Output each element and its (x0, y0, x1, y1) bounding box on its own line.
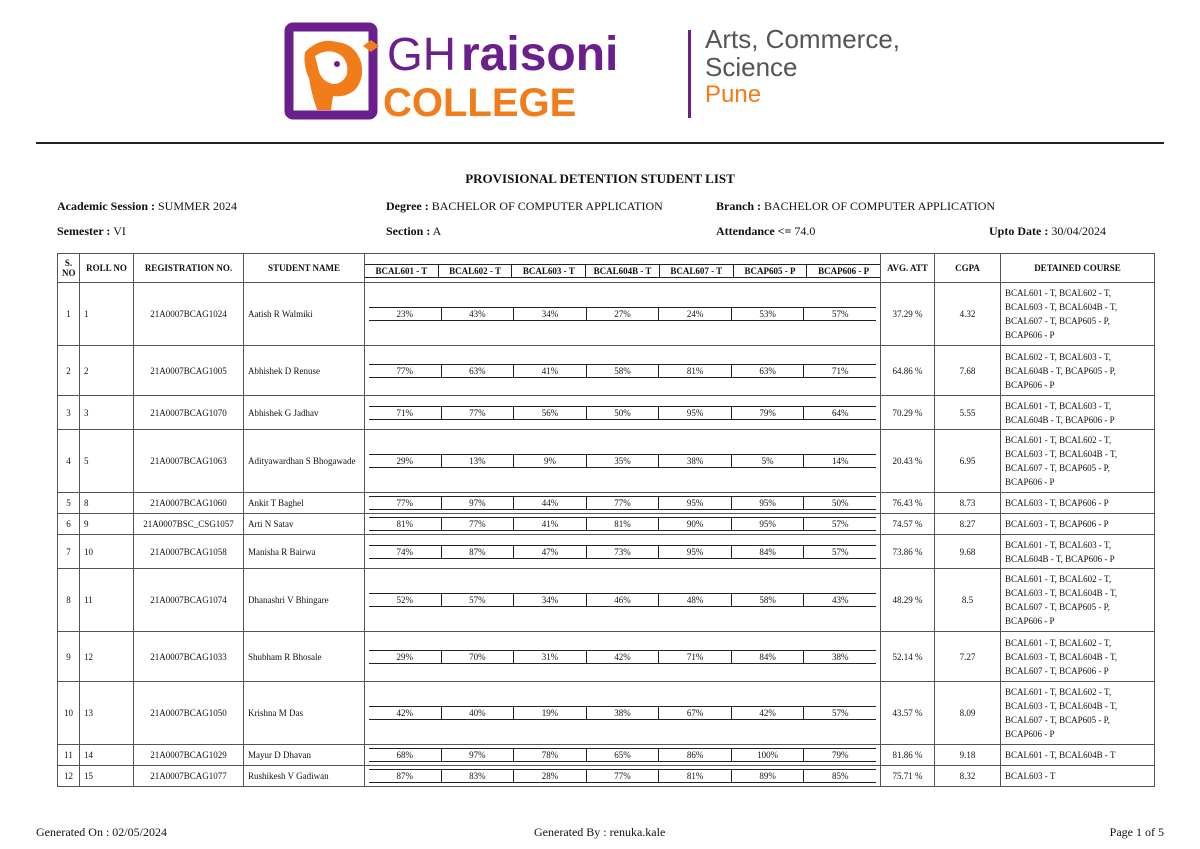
cell-registration-no: 21A0007BCAG1024 (134, 283, 244, 346)
cell-student-name: Krishna M Das (244, 682, 365, 745)
cell-attendance (365, 283, 881, 346)
cell-sno: 11 (58, 745, 80, 766)
detained-course-line: BCAL603 - T, BCAP606 - P (1005, 498, 1109, 508)
cell-registration-no: 21A0007BCAG1060 (134, 493, 244, 514)
cell-registration-no: 21A0007BCAG1058 (134, 535, 244, 569)
attendance-percent: 29% (396, 456, 414, 466)
detained-course-line: BCAL603 - T, BCAP606 - P (1005, 519, 1109, 529)
attendance-values (369, 364, 876, 378)
logo-college: COLLEGE (383, 81, 577, 125)
cell-attendance (365, 514, 881, 535)
attendance-percent: 81% (658, 365, 731, 377)
branch: Branch : BACHELOR OF COMPUTER APPLICATION (716, 199, 996, 213)
attendance-percent: 81% (658, 770, 731, 782)
cell-attendance (365, 493, 881, 514)
attendance-percent: 23% (396, 309, 414, 319)
table-row (58, 430, 1155, 493)
section-value: A (432, 224, 442, 238)
attendance-values (369, 650, 876, 664)
attendance-percent: 68% (396, 750, 414, 760)
attendance-percent: 86% (658, 749, 731, 761)
cell-student-name: Abhishek G Jadhav (244, 396, 365, 430)
cell-cgpa: 6.95 (935, 430, 1001, 493)
detained-course-line: BCAL601 - T, BCAL602 - T, (1005, 637, 1112, 648)
attendance-percent: 46% (586, 594, 659, 606)
detained-course-line: BCAL601 - T, BCAL602 - T, (1005, 687, 1112, 697)
cell-sno: 7 (58, 535, 80, 569)
attendance-percent: 43% (803, 594, 876, 606)
attendance-percent: 35% (586, 455, 659, 467)
cell-registration-no: 21A0007BCAG1050 (134, 682, 244, 745)
attendance-percent: 42% (586, 651, 659, 663)
cell-cgpa: 9.68 (935, 535, 1001, 569)
section: Section : A (386, 224, 442, 238)
attendance-percent: 38% (658, 455, 731, 467)
branch-value: BACHELOR OF COMPUTER APPLICATION (764, 199, 996, 213)
logo-raisoni: raisoni (461, 28, 619, 81)
attendance-percent: 27% (586, 308, 659, 320)
detained-course-line: BCAL602 - T, BCAL603 - T, (1005, 351, 1112, 362)
attendance-threshold: Attendance <= 74.0 (716, 224, 816, 238)
logo-streams-line2: Science (705, 52, 798, 82)
cell-cgpa: 7.27 (935, 632, 1001, 682)
cell-attendance (365, 682, 881, 745)
cell-roll-no: 5 (80, 430, 134, 493)
col-header-roll: ROLL NO (80, 254, 134, 283)
cell-detained-course (1001, 493, 1155, 514)
attendance-percent: 84% (731, 651, 804, 663)
attendance-percent: 77% (396, 365, 414, 376)
cell-student-name: Shubham R Bhosale (244, 632, 365, 682)
col-header-cgpa: CGPA (935, 254, 1001, 283)
attendance-percent: 74% (396, 546, 414, 557)
attendance-values (369, 406, 876, 420)
degree: Degree : BACHELOR OF COMPUTER APPLICATION (386, 199, 663, 213)
cell-detained-course (1001, 283, 1155, 346)
cell-roll-no: 11 (80, 569, 134, 632)
table-row (58, 569, 1155, 632)
detained-course-line: BCAL601 - T, BCAL604B - T (1005, 750, 1116, 760)
lion-emblem-icon (289, 27, 379, 115)
detained-course-line: BCAL604B - T, BCAP605 - P, (1005, 365, 1116, 376)
attendance-percent: 77% (586, 497, 659, 509)
cell-cgpa: 7.68 (935, 346, 1001, 396)
attendance-percent: 95% (658, 546, 731, 558)
cell-detained-course (1001, 514, 1155, 535)
attendance-percent: 47% (513, 546, 586, 558)
attendance-values (369, 769, 876, 783)
cell-avg-att: 81.86 % (881, 745, 935, 766)
cell-student-name: Arti N Satav (244, 514, 365, 535)
col-header-courses (365, 254, 881, 283)
attendance-percent: 71% (803, 365, 876, 377)
attendance-percent: 57% (441, 594, 514, 606)
attendance-percent: 83% (441, 770, 514, 782)
table-row (58, 745, 1155, 766)
attendance-percent: 78% (513, 749, 586, 761)
attendance-percent: 63% (441, 365, 514, 377)
cell-registration-no: 21A0007BCAG1077 (134, 766, 244, 787)
attendance-percent: 87% (396, 771, 414, 781)
upto-date: Upto Date : 30/04/2024 (989, 224, 1106, 238)
attendance-percent: 24% (658, 308, 731, 320)
detained-course-line: BCAL607 - T, BCAP605 - P, (1005, 463, 1110, 473)
cell-avg-att: 52.14 % (881, 632, 935, 682)
cell-sno: 4 (58, 430, 80, 493)
cell-roll-no: 10 (80, 535, 134, 569)
cell-student-name: Ankit T Baghel (244, 493, 365, 514)
course-header: BCAL602 - T (438, 265, 512, 277)
cell-sno: 8 (58, 569, 80, 632)
cell-roll-no: 3 (80, 396, 134, 430)
logo-city: Pune (705, 81, 762, 108)
attendance-percent: 97% (441, 749, 514, 761)
attendance-percent: 58% (586, 365, 659, 377)
attendance-percent: 81% (586, 518, 659, 530)
attendance-percent: 42% (396, 708, 414, 718)
course-header: BCAL604B - T (585, 265, 659, 277)
attendance-percent: 81% (396, 519, 414, 529)
course-header: BCAP605 - P (733, 265, 807, 277)
attendance-percent: 38% (803, 651, 876, 663)
course-header: BCAL601 - T (375, 266, 428, 276)
attendance-percent: 41% (513, 365, 586, 377)
course-header: BCAL607 - T (659, 265, 733, 277)
logo-streams-line1: Arts, Commerce, (705, 24, 901, 54)
detained-course-line: BCAL601 - T, BCAL602 - T, (1005, 574, 1112, 584)
cell-registration-no: 21A0007BCAG1070 (134, 396, 244, 430)
attendance-percent: 34% (513, 308, 586, 320)
attendance-percent: 43% (441, 308, 514, 320)
cell-avg-att: 74.57 % (881, 514, 935, 535)
table-row (58, 682, 1155, 745)
cell-sno: 6 (58, 514, 80, 535)
col-header-detained-course: DETAINED COURSE (1001, 254, 1155, 283)
detained-course-line: BCAL607 - T, BCAP606 - P (1005, 665, 1109, 676)
header-divider (36, 142, 1164, 144)
upto-date-value: 30/04/2024 (1051, 224, 1106, 238)
cell-registration-no: 21A0007BSC_CSG1057 (134, 514, 244, 535)
cell-avg-att: 76.43 % (881, 493, 935, 514)
attendance-percent: 48% (658, 594, 731, 606)
attendance-percent: 63% (731, 365, 804, 377)
course-header: BCAP606 - P (806, 265, 880, 277)
cell-attendance (365, 632, 881, 682)
cell-avg-att: 64.86 % (881, 346, 935, 396)
attendance-percent: 57% (803, 518, 876, 530)
attendance-percent: 85% (803, 770, 876, 782)
cell-detained-course (1001, 745, 1155, 766)
cell-student-name: Abhishek D Renuse (244, 346, 365, 396)
attendance-percent: 29% (396, 651, 414, 662)
table-row (58, 766, 1155, 787)
cell-detained-course (1001, 632, 1155, 682)
col-header-avg-att: AVG. ATT (881, 254, 935, 283)
attendance-percent: 19% (513, 707, 586, 719)
cell-cgpa: 9.18 (935, 745, 1001, 766)
attendance-percent: 57% (803, 546, 876, 558)
detained-course-line: BCAL601 - T, BCAL603 - T, (1005, 400, 1112, 411)
table-row (58, 514, 1155, 535)
attendance-percent: 87% (441, 546, 514, 558)
attendance-percent: 34% (513, 594, 586, 606)
detained-course-line: BCAL604B - T, BCAP606 - P (1005, 414, 1115, 425)
cell-attendance (365, 745, 881, 766)
detained-course-line: BCAL603 - T, BCAL604B - T, (1005, 651, 1118, 662)
cell-cgpa: 8.27 (935, 514, 1001, 535)
attendance-percent: 90% (658, 518, 731, 530)
degree-value: BACHELOR OF COMPUTER APPLICATION (431, 199, 663, 213)
attendance-percent: 95% (658, 407, 731, 419)
cell-sno: 2 (58, 346, 80, 396)
attendance-percent: 9% (513, 455, 586, 467)
attendance-percent: 50% (586, 407, 659, 419)
attendance-percent: 84% (731, 546, 804, 558)
detained-course-line: BCAL604B - T, BCAP606 - P (1005, 553, 1115, 564)
cell-detained-course (1001, 569, 1155, 632)
attendance-percent: 57% (803, 707, 876, 719)
attendance-percent: 13% (441, 455, 514, 467)
cell-attendance (365, 569, 881, 632)
detained-course-line: BCAP606 - P (1005, 729, 1055, 739)
attendance-percent: 28% (513, 770, 586, 782)
attendance-values (369, 307, 876, 321)
attendance-percent: 67% (658, 707, 731, 719)
cell-roll-no: 1 (80, 283, 134, 346)
attendance-percent: 57% (803, 308, 876, 320)
attendance-values (369, 496, 876, 510)
cell-avg-att: 37.29 % (881, 283, 935, 346)
attendance-percent: 5% (731, 455, 804, 467)
cell-student-name: Manisha R Bairwa (244, 535, 365, 569)
cell-roll-no: 15 (80, 766, 134, 787)
cell-sno: 5 (58, 493, 80, 514)
attendance-values (369, 706, 876, 720)
detention-table (57, 253, 1155, 787)
cell-attendance (365, 346, 881, 396)
cell-detained-course (1001, 682, 1155, 745)
detained-course-line: BCAP606 - P (1005, 379, 1055, 390)
table-row (58, 283, 1155, 346)
cell-cgpa: 8.5 (935, 569, 1001, 632)
detained-course-line: BCAL607 - T, BCAP605 - P, (1005, 715, 1110, 725)
cell-avg-att: 75.71 % (881, 766, 935, 787)
attendance-values (369, 545, 876, 559)
attendance-percent: 14% (803, 455, 876, 467)
attendance-percent: 95% (731, 518, 804, 530)
cell-registration-no: 21A0007BCAG1063 (134, 430, 244, 493)
cell-roll-no: 8 (80, 493, 134, 514)
col-header-sno: S. NO (58, 254, 80, 283)
attendance-percent: 64% (803, 407, 876, 419)
logo-gh: GH (387, 28, 456, 80)
detained-course-line: BCAL603 - T, BCAL604B - T, (1005, 701, 1118, 711)
cell-roll-no: 9 (80, 514, 134, 535)
attendance-percent: 79% (803, 749, 876, 761)
college-logo-graphic (275, 12, 925, 130)
cell-student-name: Aatish R Walmiki (244, 283, 365, 346)
col-header-student-name: STUDENT NAME (244, 254, 365, 283)
attendance-percent: 41% (513, 518, 586, 530)
attendance-percent: 77% (396, 498, 414, 508)
attendance-percent: 65% (586, 749, 659, 761)
attendance-percent: 53% (731, 308, 804, 320)
cell-attendance (365, 766, 881, 787)
cell-student-name: Dhanashri V Bhingare (244, 569, 365, 632)
attendance-percent: 38% (586, 707, 659, 719)
cell-student-name: Adityawardhan S Bhogawade (244, 430, 365, 493)
table-row (58, 346, 1155, 396)
cell-sno: 10 (58, 682, 80, 745)
cell-sno: 12 (58, 766, 80, 787)
attendance-percent: 71% (658, 651, 731, 663)
cell-registration-no: 21A0007BCAG1074 (134, 569, 244, 632)
attendance-percent: 58% (731, 594, 804, 606)
page-number: Page 1 of 5 (1109, 825, 1164, 839)
cell-registration-no: 21A0007BCAG1033 (134, 632, 244, 682)
college-logo (275, 12, 925, 130)
attendance-values (369, 748, 876, 762)
generated-by: Generated By : renuka.kale (534, 825, 666, 839)
detained-course-line: BCAP606 - P (1005, 616, 1055, 626)
cell-sno: 3 (58, 396, 80, 430)
detained-course-line: BCAL603 - T, BCAL604B - T, (1005, 588, 1118, 598)
cell-roll-no: 12 (80, 632, 134, 682)
cell-sno: 9 (58, 632, 80, 682)
cell-avg-att: 73.86 % (881, 535, 935, 569)
attendance-values (369, 593, 876, 607)
attendance-percent: 95% (658, 497, 731, 509)
cell-student-name: Mayur D Dhavan (244, 745, 365, 766)
attendance-percent: 40% (441, 707, 514, 719)
attendance-percent: 56% (513, 407, 586, 419)
semester-value: VI (113, 224, 126, 238)
table-row (58, 632, 1155, 682)
table-row (58, 493, 1155, 514)
academic-session-value: SUMMER 2024 (158, 199, 238, 213)
cell-cgpa: 8.73 (935, 493, 1001, 514)
attendance-percent: 77% (586, 770, 659, 782)
cell-attendance (365, 535, 881, 569)
cell-detained-course (1001, 346, 1155, 396)
detained-course-line: BCAL601 - T, BCAL603 - T, (1005, 539, 1112, 550)
attendance-percent: 70% (441, 651, 514, 663)
col-header-registration: REGISTRATION NO. (134, 254, 244, 283)
cell-cgpa: 5.55 (935, 396, 1001, 430)
cell-detained-course (1001, 535, 1155, 569)
detained-course-line: BCAP606 - P (1005, 477, 1055, 487)
attendance-percent: 31% (513, 651, 586, 663)
cell-detained-course (1001, 430, 1155, 493)
detained-course-line: BCAL601 - T, BCAL602 - T, (1005, 288, 1112, 298)
detained-course-line: BCAL603 - T (1005, 771, 1056, 781)
cell-avg-att: 20.43 % (881, 430, 935, 493)
cell-avg-att: 43.57 % (881, 682, 935, 745)
detained-course-line: BCAL603 - T, BCAL604B - T, (1005, 449, 1118, 459)
detained-course-line: BCAL603 - T, BCAL604B - T, (1005, 302, 1118, 312)
attendance-percent: 77% (441, 407, 514, 419)
attendance-percent: 71% (396, 407, 414, 418)
detained-course-line: BCAL607 - T, BCAP605 - P, (1005, 316, 1110, 326)
attendance-percent: 77% (441, 518, 514, 530)
attendance-percent: 44% (513, 497, 586, 509)
attendance-values (369, 517, 876, 531)
attendance-percent: 95% (731, 497, 804, 509)
generated-on: Generated On : 02/05/2024 (36, 825, 167, 839)
detained-course-line: BCAL607 - T, BCAP605 - P, (1005, 602, 1110, 612)
page-title: PROVISIONAL DETENTION STUDENT LIST (465, 171, 735, 186)
cell-cgpa: 8.09 (935, 682, 1001, 745)
attendance-percent: 42% (731, 707, 804, 719)
table-row (58, 396, 1155, 430)
cell-detained-course (1001, 396, 1155, 430)
cell-registration-no: 21A0007BCAG1029 (134, 745, 244, 766)
cell-avg-att: 70.29 % (881, 396, 935, 430)
detained-course-line: BCAL601 - T, BCAL602 - T, (1005, 435, 1112, 445)
cell-sno: 1 (58, 283, 80, 346)
cell-cgpa: 4.32 (935, 283, 1001, 346)
cell-avg-att: 48.29 % (881, 569, 935, 632)
academic-session: Academic Session : SUMMER 2024 (57, 199, 238, 213)
cell-cgpa: 8.32 (935, 766, 1001, 787)
attendance-percent: 79% (731, 407, 804, 419)
cell-detained-course (1001, 766, 1155, 787)
cell-roll-no: 14 (80, 745, 134, 766)
attendance-percent: 50% (803, 497, 876, 509)
attendance-values (369, 454, 876, 468)
table-header-row (58, 254, 1155, 283)
cell-registration-no: 21A0007BCAG1005 (134, 346, 244, 396)
attendance-percent: 73% (586, 546, 659, 558)
semester: Semester : VI (57, 224, 126, 238)
cell-attendance (365, 430, 881, 493)
attendance-percent: 100% (731, 749, 804, 761)
table-row (58, 535, 1155, 569)
cell-roll-no: 13 (80, 682, 134, 745)
cell-roll-no: 2 (80, 346, 134, 396)
detained-course-line: BCAP606 - P (1005, 330, 1055, 340)
attendance-threshold-value: 74.0 (794, 224, 816, 238)
cell-student-name: Rushikesh V Gadiwan (244, 766, 365, 787)
attendance-percent: 97% (441, 497, 514, 509)
attendance-percent: 89% (731, 770, 804, 782)
cell-attendance (365, 396, 881, 430)
course-header: BCAL603 - T (511, 265, 585, 277)
attendance-percent: 52% (396, 595, 414, 605)
